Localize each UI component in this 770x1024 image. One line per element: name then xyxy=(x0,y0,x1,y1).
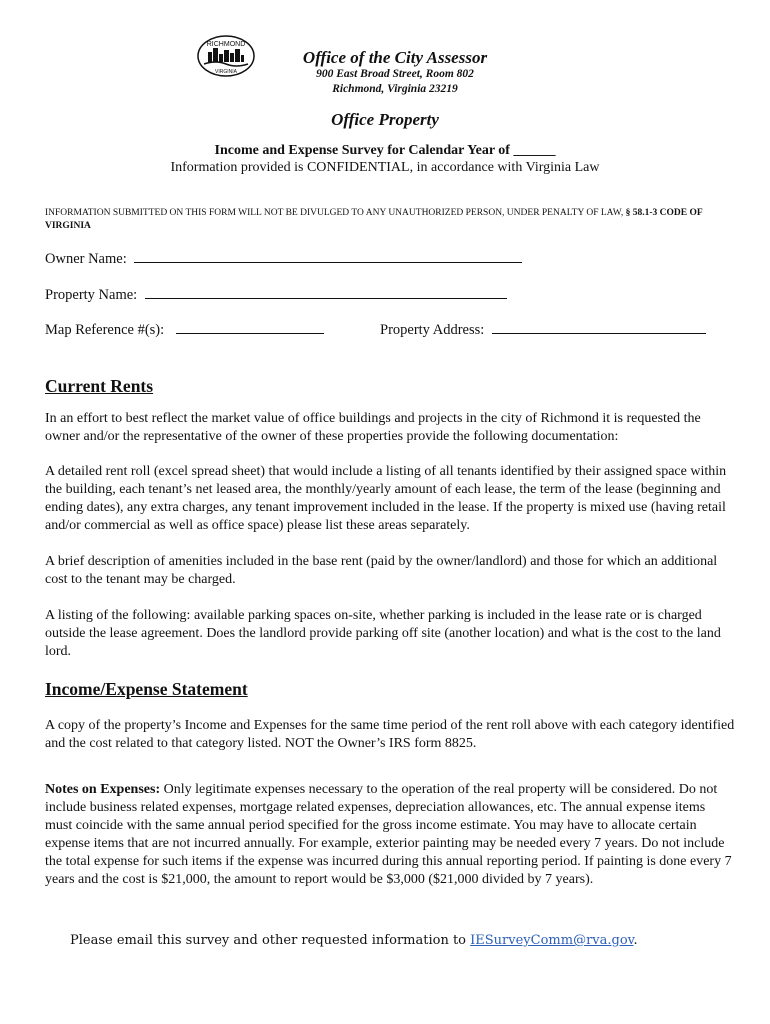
address-line-2: Richmond, Virginia 23219 xyxy=(332,83,458,95)
current-rents-intro: In an effort to best reflect the market value of office buildings and projects in the city of Richmond it is requested the owner and/or the representative of the owner of these properties provide the following documentation: xyxy=(45,411,701,444)
income-expense-paragraph: A copy of the property’s Income and Expenses for the same time period of the rent roll above with each category identified and the cost related to that category listed. NOT the Owner’s IRS form 8825. xyxy=(45,718,735,751)
amenities-paragraph: A brief description of amenities included in the base rent (paid by the owner/landlord) and those for which an additional cost to the tenant may be charged. xyxy=(45,554,718,587)
property-address-line[interactable] xyxy=(492,321,706,334)
owner-name-field[interactable] xyxy=(45,250,522,268)
property-address-field[interactable] xyxy=(380,321,706,339)
email-link[interactable]: IESurveyComm@rva.gov xyxy=(470,933,634,948)
property-name-line[interactable] xyxy=(145,286,507,299)
property-name-field[interactable] xyxy=(45,286,507,304)
legal-citation: § 58.1-3 CODE OF VIRGINIA xyxy=(45,208,703,231)
expense-notes-paragraph xyxy=(45,781,735,889)
logo-top-text: RICHMOND xyxy=(206,41,246,48)
map-reference-label: Map Reference #(s): xyxy=(45,322,165,338)
parking-paragraph: A listing of the following: available parking spaces on-site, whether parking is included in the lease rate or is charged outside the lease agreement. Does the landlord provide parking off site (another location) and what is the cost to the land lord. xyxy=(45,608,721,659)
email-suffix: . xyxy=(633,933,638,948)
expense-notes-label: Notes on Expenses: xyxy=(45,782,161,797)
expense-notes-text: Only legitimate expenses necessary to the operation of the real property will be considered. Do not include business related expenses, mortgage related expenses, depreciation allowances, etc. The annual expense items must coincide with the same annual period specified for the gross income estimate. You may have to allocate certain expense items that are not incurred annually. For example, exterior painting may be needed every 7 years. Do not include the total expense for such items if the expense was incurred during this annual reporting period. If painting is done every 7 years and the cost is $21,000, the amount to report would be $3,000 ($21,000 divided by 7 years). xyxy=(45,782,732,887)
owner-name-label: Owner Name: xyxy=(45,251,127,267)
office-title: Office of the City Assessor xyxy=(302,48,488,67)
survey-title: Income and Expense Survey for Calendar Year of ______ xyxy=(214,143,556,158)
map-reference-field[interactable] xyxy=(45,321,324,339)
income-expense-heading: Income/Expense Statement xyxy=(45,679,248,699)
current-rents-heading: Current Rents xyxy=(45,376,154,396)
address-line-1: 900 East Broad Street, Room 802 xyxy=(316,68,474,80)
legal-notice xyxy=(45,207,735,233)
logo-bottom-text: VIRGINIA xyxy=(215,69,237,75)
email-prefix: Please email this survey and other requested information to xyxy=(70,933,471,948)
legal-notice-text: INFORMATION SUBMITTED ON THIS FORM WILL NOT BE DIVULGED TO ANY UNAUTHORIZED PERSON, UNDER PENALTY OF LAW, xyxy=(45,208,624,218)
email-instruction xyxy=(70,933,638,948)
owner-name-line[interactable] xyxy=(134,250,522,263)
map-reference-line[interactable] xyxy=(176,321,324,334)
rent-roll-paragraph: A detailed rent roll (excel spread sheet) that would include a listing of all tenants identified by their assigned space within the building, each tenant’s net leased area, the monthly/yearly amount of each lease, the term of the lease (beginning and ending dates), any extra charges, any tenant improvement included in the lease. If the property is mixed use (having retail and/or commercial as well as office space) please list these areas separately. xyxy=(45,464,727,533)
property-type-title: Office Property xyxy=(331,110,439,129)
property-address-label: Property Address: xyxy=(380,322,485,338)
confidential-notice: Information provided is CONFIDENTIAL, in accordance with Virginia Law xyxy=(170,160,600,175)
property-name-label: Property Name: xyxy=(45,287,138,303)
